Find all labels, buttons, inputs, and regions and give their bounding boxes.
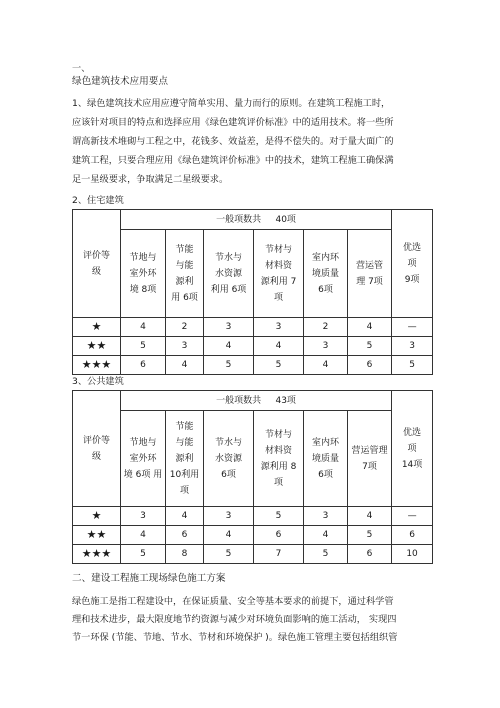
table-cell: 2	[166, 318, 204, 337]
table-cell: 4	[254, 337, 304, 356]
star-level: ★★★	[73, 356, 121, 375]
table-row	[73, 545, 433, 564]
table-cell: 5	[348, 337, 392, 356]
general-items-header: 一般项数共 40项	[121, 210, 392, 230]
column-header-water: 节水与 水资源 6项	[204, 411, 254, 507]
table-cell: 5	[254, 507, 304, 526]
heading-number: 一、	[72, 63, 91, 74]
table-cell: 3	[204, 318, 254, 337]
public-building-table	[72, 390, 433, 564]
section-heading: 绿色建筑技术应用要点	[72, 76, 168, 87]
table-cell: 6	[166, 526, 204, 545]
table-cell: 4	[204, 526, 254, 545]
residential-heading: 2、住宅建筑	[72, 195, 124, 206]
table-row	[73, 526, 433, 545]
column-header-land: 节地与 室外环 境 8项	[121, 230, 166, 318]
paragraph-line: 绿色施工是指工程建设中，在保证质量、安全等基本要求的前提下，通过科学管	[72, 596, 394, 607]
table-cell: 3	[254, 318, 304, 337]
table-cell: 3	[204, 507, 254, 526]
table-cell: 8	[166, 545, 204, 564]
table-cell: —	[392, 507, 433, 526]
table-cell: 5	[204, 356, 254, 375]
table-cell: 4	[166, 507, 204, 526]
part-two-heading: 二、建设工程施工现场绿色施工方案	[72, 573, 226, 584]
column-header-energy: 节能 与能 源利 10利用 项	[166, 411, 204, 507]
table-cell: 5	[392, 356, 433, 375]
star-level: ★★★	[73, 545, 121, 564]
table-cell: 10	[392, 545, 433, 564]
table-cell: 5	[348, 526, 392, 545]
eval-level-header: 评价等 级	[73, 210, 121, 318]
column-header-material: 节材与 材料资 源利用 7 项	[254, 230, 304, 318]
table-cell: 6	[392, 526, 433, 545]
column-header-water: 节水与 水资源 利用 6项	[204, 230, 254, 318]
star-level: ★	[73, 318, 121, 337]
table-cell: 2	[304, 318, 348, 337]
table-cell: 4	[121, 526, 166, 545]
table-cell: 3	[121, 507, 166, 526]
table-cell: 6	[348, 545, 392, 564]
table-cell: 5	[204, 545, 254, 564]
paragraph-line: 建筑工程，只要合理应用《绿色建筑评价标准》中的技术，建筑工程施工确保满	[72, 155, 394, 166]
table-cell: 5	[121, 337, 166, 356]
column-header-land: 节地与 室外环 境 6项 用	[121, 411, 166, 507]
optional-items-header: 优选 项 9项	[392, 210, 433, 318]
table-cell: 4	[348, 318, 392, 337]
table-row	[73, 507, 433, 526]
eval-level-header: 评价等 级	[73, 391, 121, 507]
table-cell: 4	[304, 356, 348, 375]
column-header-indoor: 室内环 境质量 6项	[304, 411, 348, 507]
column-header-energy: 节能 与能 源利 用 6项	[166, 230, 204, 318]
table-cell: 5	[304, 545, 348, 564]
star-level: ★	[73, 507, 121, 526]
table-row	[73, 356, 433, 375]
general-items-header: 一般项数共 43项	[121, 391, 392, 411]
table-cell: 5	[254, 356, 304, 375]
table-cell: 6	[121, 356, 166, 375]
paragraph-line: 理和技术进步，最大限度地节约资源与减少对环境负面影响的施工活动， 实现四	[72, 614, 397, 625]
residential-table	[72, 209, 433, 375]
column-header-material: 节材与 材料资 源利用 8 项	[254, 411, 304, 507]
table-cell: 5	[121, 545, 166, 564]
table-cell: 3	[166, 337, 204, 356]
column-header-indoor: 室内环 境质量 6项	[304, 230, 348, 318]
public-building-heading: 3、公共建筑	[72, 376, 124, 387]
paragraph-line: 谓高新技术堆砌与工程之中，花钱多、效益差，是得不偿失的。对于量大面广的	[72, 136, 394, 147]
table-cell: —	[392, 318, 433, 337]
star-level: ★★	[73, 526, 121, 545]
table-row	[73, 337, 433, 356]
star-level: ★★	[73, 337, 121, 356]
table-row	[73, 318, 433, 337]
table-cell: 3	[392, 337, 433, 356]
paragraph-line: 足一星级要求，争取满足二星级要求。	[72, 174, 229, 185]
table-cell: 4	[204, 337, 254, 356]
table-cell: 4	[304, 526, 348, 545]
paragraph-line: 应该针对项目的特点和选择应用《绿色建筑评价标准》中的适用技术。将一些所	[72, 117, 394, 128]
table-cell: 3	[304, 337, 348, 356]
optional-items-header: 优选 项 14项	[392, 391, 433, 507]
table-cell: 6	[254, 526, 304, 545]
table-cell: 6	[348, 356, 392, 375]
column-header-operation: 营运管 理 7项	[348, 230, 392, 318]
paragraph-line: 1、绿色建筑技术应用应遵守简单实用、量力而行的原则。在建筑工程施工时，	[72, 98, 391, 109]
table-cell: 4	[348, 507, 392, 526]
paragraph-line: 节一环保 (节能、节地、节水、节材和环境保护 )。绿色施工管理主要包括组织管	[72, 632, 398, 643]
table-cell: 7	[254, 545, 304, 564]
table-cell: 4	[166, 356, 204, 375]
table-cell: 3	[304, 507, 348, 526]
table-cell: 4	[121, 318, 166, 337]
column-header-operation: 营运管理 7项	[348, 411, 392, 507]
